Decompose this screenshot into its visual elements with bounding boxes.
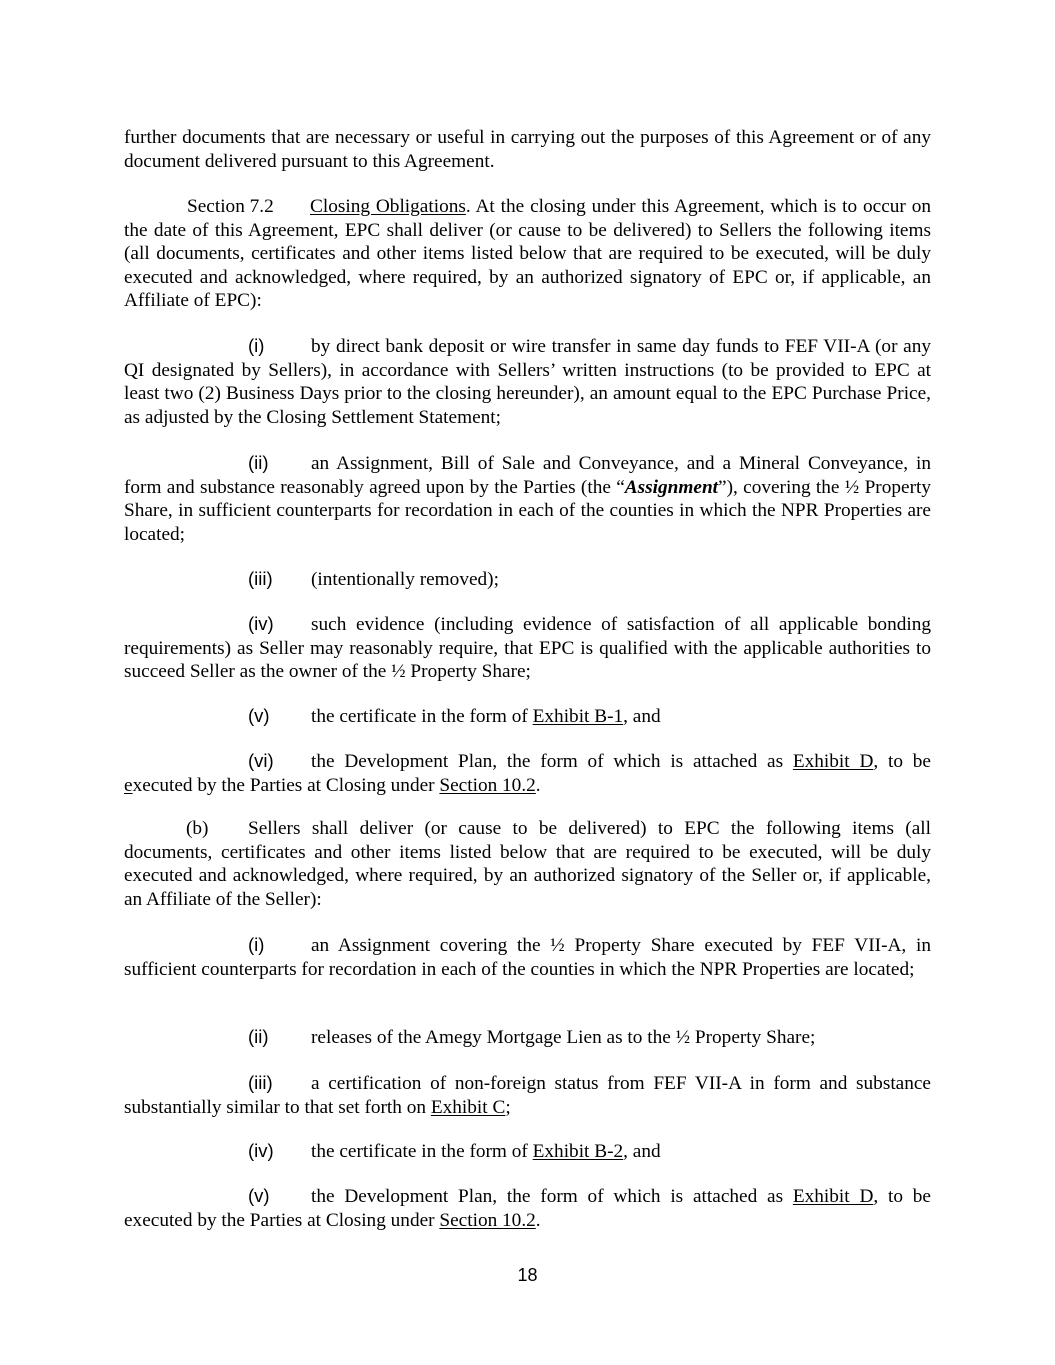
item-number: (iii): [248, 1072, 273, 1093]
list-item-a-v: (v) the certificate in the form of Exhibit B-1, and: [248, 705, 661, 727]
item-number: (iv): [248, 613, 274, 634]
list-item-a-iii: (iii) (intentionally removed);: [248, 568, 499, 590]
item-number: (iii): [248, 568, 273, 589]
item-number: (ii): [248, 452, 269, 473]
list-item-a-iv: (iv) such evidence (including evidence of satisfaction of all applicable bonding requirements) as Seller may reasonably require, that EPC is qualified with the applicable authorities to succeed Seller as the owner of the ½ Property Share;: [124, 613, 931, 683]
exhibit-d-link[interactable]: Exhibit D: [792, 751, 874, 772]
page-number: 18: [517, 1265, 538, 1285]
item-number: (ii): [248, 1026, 269, 1047]
item-number: (v): [248, 1185, 270, 1206]
list-item-b-i: (i) an Assignment covering the ½ Property Share executed by FEF VII-A, in sufficient counterparts for recordation in each of the counties in which the NPR Properties are located;: [124, 934, 931, 980]
item-number: (iv): [248, 1140, 274, 1161]
section-label: Section 7.2: [187, 196, 274, 217]
list-item-a-ii: (ii) an Assignment, Bill of Sale and Conveyance, and a Mineral Conveyance, in form and substance reasonably agreed upon by the Parties (the “Assignment”), covering the ½ Property Share, in sufficient counterparts for recordation in each of the counties in which the NPR Properties are located;: [124, 452, 931, 545]
continuation-paragraph: further documents that are necessary or useful in carrying out the purposes of this Agreement or of any document delivered pursuant to this Agreement.: [124, 127, 931, 172]
item-number: (vi): [248, 750, 274, 771]
section-heading: Closing Obligations: [310, 196, 466, 217]
section-10-2-link[interactable]: Section 10.2: [439, 1209, 536, 1231]
section-7-2-paragraph: Section 7.2 Closing Obligations. At the closing under this Agreement, which is to occur on the date of this Agreement, EPC shall deliver (or cause to be delivered) to Sellers the following items (all documents, certificates and other items listed below that are required to be executed, will be duly executed and acknowledged, where required, by an authorized signatory of EPC or, if applicable, an Affiliate of EPC):: [124, 196, 932, 312]
section-10-2-link[interactable]: Section 10.2: [439, 774, 536, 796]
paragraph-label: (b): [186, 818, 209, 839]
exhibit-c-link[interactable]: Exhibit C: [430, 1096, 506, 1118]
list-item-b-iii: (iii) a certification of non-foreign status from FEF VII-A in form and substance substantially similar to that set forth on Exhibit C;: [124, 1072, 931, 1118]
list-item-b-v: (v) the Development Plan, the form of which is attached as Exhibit D, to be executed by the Parties at Closing under Section 10.2.: [124, 1185, 931, 1231]
exhibit-b2-link[interactable]: Exhibit B-2: [532, 1141, 624, 1162]
list-item-b-iv: (iv) the certificate in the form of Exhibit B-2, and: [248, 1140, 661, 1162]
exhibit-d-link[interactable]: Exhibit D: [792, 1186, 874, 1207]
exhibit-b1-link[interactable]: Exhibit B-1: [532, 706, 624, 727]
list-item-b-ii: (ii) releases of the Amegy Mortgage Lien as to the ½ Property Share;: [248, 1026, 816, 1048]
list-item-a-vi: (vi) the Development Plan, the form of which is attached as Exhibit D, to be executed by the Parties at Closing under Section 10.2.: [124, 750, 931, 796]
item-number: (i): [248, 335, 265, 356]
item-number: (i): [248, 934, 265, 955]
defined-term: Assignment: [624, 476, 719, 498]
paragraph-b: (b) Sellers shall deliver (or cause to be delivered) to EPC the following items (all documents, certificates and other items listed below that are required to be executed, will be duly executed and acknowledged, where required, by an authorized signatory of the Seller or, if applicable, an Affiliate of the Seller):: [124, 818, 931, 910]
item-number: (v): [248, 705, 270, 726]
list-item-a-i: (i) by direct bank deposit or wire transfer in same day funds to FEF VII-A (or any QI designated by Sellers), in accordance with Sellers’ written instructions (to be provided to EPC at least two (2) Business Days prior to the closing hereunder), an amount equal to the EPC Purchase Price, as adjusted by the Closing Settlement Statement;: [124, 335, 931, 428]
